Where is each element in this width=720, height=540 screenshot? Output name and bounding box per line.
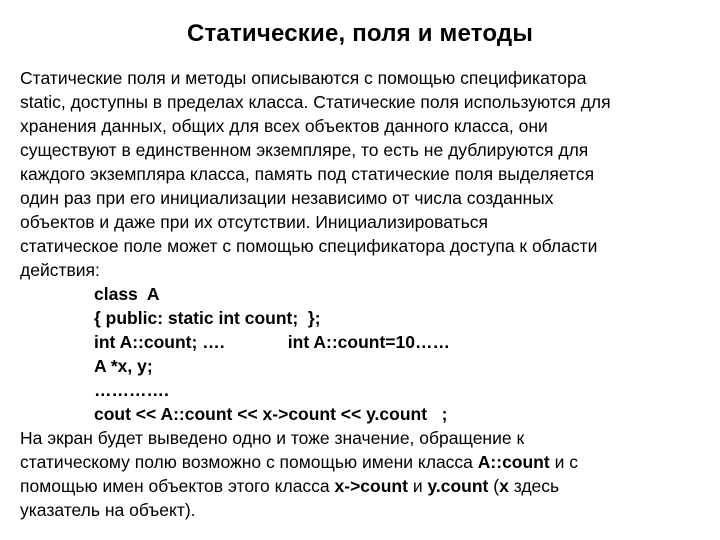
- slide-body: [20, 66, 710, 522]
- intro-line-1: Статические поля и методы описываются с помощью спецификатора: [20, 68, 587, 88]
- class-name-ref: A::count: [477, 452, 550, 472]
- intro-line-2: static, доступны в пределах класса. Статические поля используются для: [20, 92, 611, 112]
- outro-line-3-end: здесь: [508, 476, 560, 496]
- outro-line-3: [20, 474, 710, 498]
- intro-line-6: один раз при его инициализации независимо от числа созданных: [20, 188, 554, 208]
- pointer-var-ref: x: [499, 476, 509, 496]
- intro-line-5: каждого экземпляра класса, память под статические поля выделяется: [20, 164, 595, 184]
- outro-line-3-text: помощью имен объектов этого класса: [20, 476, 335, 496]
- code-line-6: cout << A::count << x->count << y.count ;: [94, 404, 448, 424]
- code-line-1: class A: [94, 284, 160, 304]
- code-line-3: int A::count; …. int A::count=10……: [94, 332, 450, 352]
- outro-line-4: указатель на объект).: [20, 500, 196, 520]
- outro-line-2-text: статическому полю возможно с помощью имени класса: [20, 452, 478, 472]
- code-line-2: { public: static int count; };: [94, 308, 321, 328]
- intro-line-7: объектов и даже при их отсутствии. Инициализироваться: [20, 212, 488, 232]
- outro-line-2: [20, 450, 710, 474]
- pointer-ref: x->count: [334, 476, 408, 496]
- slide-title: Статические, поля и методы: [186, 20, 534, 47]
- object-ref: y.count: [427, 476, 489, 496]
- intro-line-4: существуют в единственном экземпляре, то есть не дублируются для: [20, 140, 589, 160]
- outro-line-3-paren: (: [488, 476, 500, 496]
- code-line-4: A *x, y;: [94, 356, 153, 376]
- intro-line-8: статическое поле может с помощью спецификатора доступа к области: [20, 236, 598, 256]
- outro-line-2-tail: и с: [549, 452, 578, 472]
- intro-line-9: действия:: [20, 260, 100, 280]
- code-line-5: ………….: [94, 380, 169, 400]
- outro-line-3-and: и: [407, 476, 428, 496]
- outro-line-1: На экран будет выведено одно и тоже значение, обращение к: [20, 428, 525, 448]
- intro-line-3: хранения данных, общих для всех объектов данного класса, они: [20, 116, 548, 136]
